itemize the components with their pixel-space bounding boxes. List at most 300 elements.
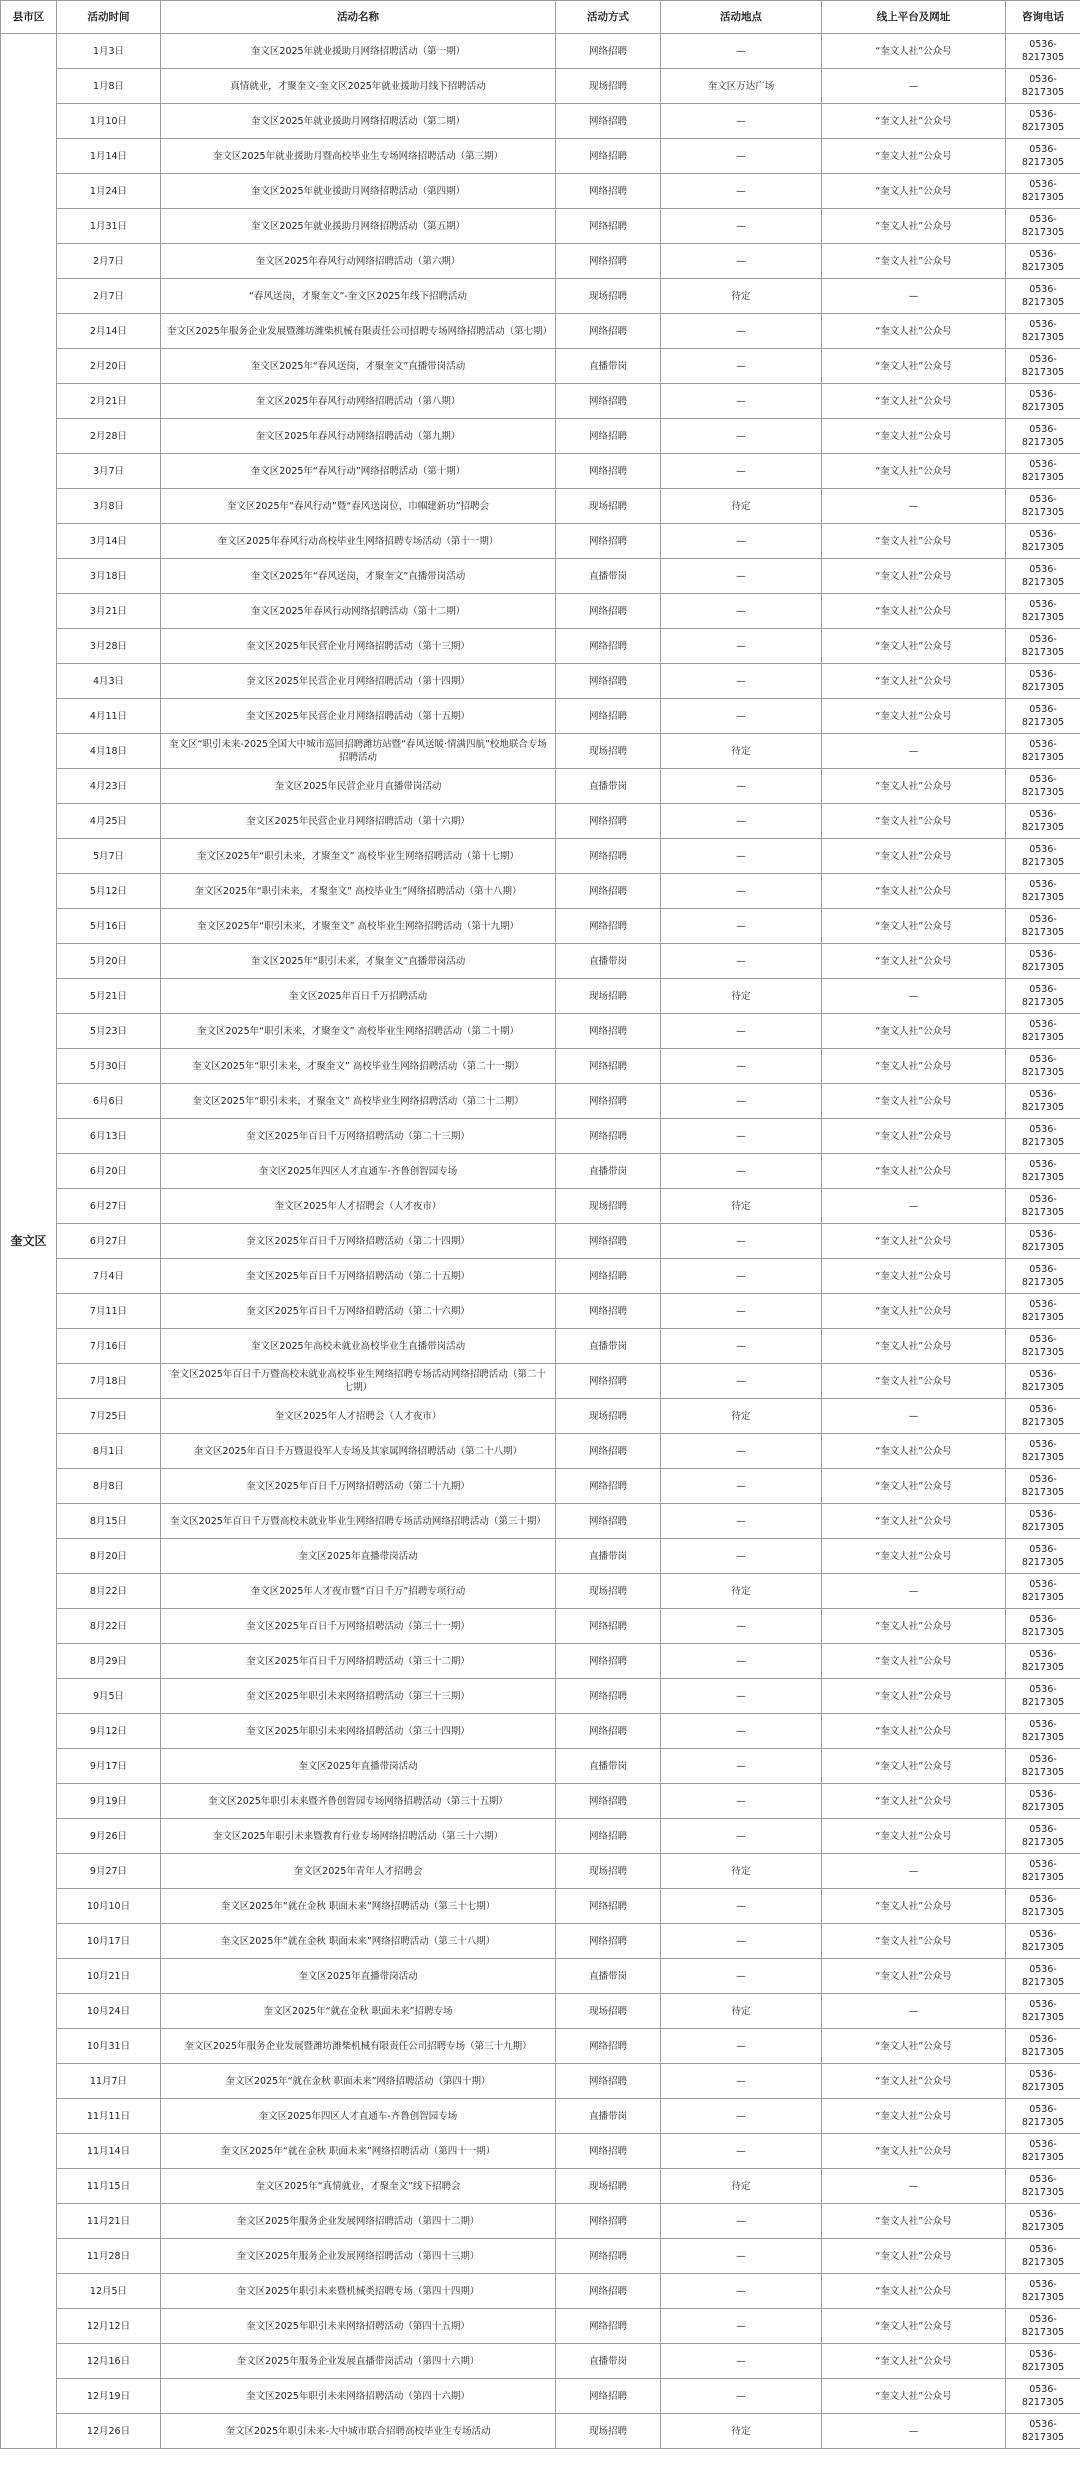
cell-method: 网络招聘 [556, 804, 661, 839]
cell-date: 6月27日 [57, 1224, 161, 1259]
header-online-platform: 线上平台及网址 [822, 1, 1006, 34]
cell-date: 8月22日 [57, 1609, 161, 1644]
cell-location: — [661, 384, 822, 419]
cell-phone: 0536-8217305 [1006, 2414, 1080, 2449]
cell-activity-name: 奎文区2025年“就在金秋 职面未来”网络招聘活动（第四十一期） [161, 2134, 556, 2169]
cell-method: 网络招聘 [556, 1469, 661, 1504]
cell-method: 网络招聘 [556, 384, 661, 419]
cell-date: 4月18日 [57, 734, 161, 769]
cell-online-platform: “奎文人社”公众号 [822, 1119, 1006, 1154]
cell-location: 待定 [661, 489, 822, 524]
cell-online-platform: “奎文人社”公众号 [822, 1014, 1006, 1049]
cell-phone: 0536-8217305 [1006, 1434, 1080, 1469]
cell-phone: 0536-8217305 [1006, 1994, 1080, 2029]
cell-activity-name: 奎文区“职引未来-2025全国大中城市巡回招聘潍坊站暨“春风送暖·情满四航”校地联合专场招聘活动 [161, 734, 556, 769]
cell-activity-name: 奎文区2025年春风行动网络招聘活动（第九期） [161, 419, 556, 454]
cell-method: 网络招聘 [556, 699, 661, 734]
cell-phone: 0536-8217305 [1006, 1784, 1080, 1819]
cell-method: 网络招聘 [556, 664, 661, 699]
cell-online-platform: “奎文人社”公众号 [822, 664, 1006, 699]
cell-online-platform: “奎文人社”公众号 [822, 1679, 1006, 1714]
cell-online-platform: — [822, 1854, 1006, 1889]
table-row [1, 909, 1080, 944]
cell-location: 待定 [661, 1189, 822, 1224]
cell-activity-name: 真情就业，才聚奎文-奎文区2025年就业援助月线下招聘活动 [161, 69, 556, 104]
cell-method: 现场招聘 [556, 734, 661, 769]
cell-activity-name: 奎文区2025年就业援助月暨高校毕业生专场网络招聘活动（第三期） [161, 139, 556, 174]
table-row [1, 1084, 1080, 1119]
table-row [1, 734, 1080, 769]
cell-activity-name: 奎文区2025年百日千万招聘活动 [161, 979, 556, 1014]
cell-date: 10月17日 [57, 1924, 161, 1959]
cell-date: 2月7日 [57, 244, 161, 279]
cell-location: 待定 [661, 1574, 822, 1609]
cell-location: — [661, 1364, 822, 1399]
cell-method: 直播带岗 [556, 1959, 661, 1994]
table-row [1, 1224, 1080, 1259]
cell-online-platform: — [822, 2414, 1006, 2449]
cell-phone: 0536-8217305 [1006, 559, 1080, 594]
cell-activity-name: 奎文区2025年“职引未来，才聚奎文”直播带岗活动 [161, 944, 556, 979]
cell-location: — [661, 1119, 822, 1154]
table-row [1, 1749, 1080, 1784]
cell-activity-name: 奎文区2025年春风行动网络招聘活动（第六期） [161, 244, 556, 279]
cell-location: 待定 [661, 1399, 822, 1434]
cell-online-platform: “奎文人社”公众号 [822, 2134, 1006, 2169]
cell-activity-name: 奎文区2025年职引未来网络招聘活动（第四十五期） [161, 2309, 556, 2344]
cell-phone: 0536-8217305 [1006, 2379, 1080, 2414]
cell-phone: 0536-8217305 [1006, 2099, 1080, 2134]
cell-date: 7月11日 [57, 1294, 161, 1329]
cell-location: — [661, 944, 822, 979]
cell-activity-name: 奎文区2025年民营企业月直播带岗活动 [161, 769, 556, 804]
cell-online-platform: “奎文人社”公众号 [822, 1539, 1006, 1574]
cell-date: 9月27日 [57, 1854, 161, 1889]
cell-activity-name: 奎文区2025年就业援助月网络招聘活动（第一期） [161, 34, 556, 69]
cell-activity-name: 奎文区2025年人才招聘会（人才夜市） [161, 1399, 556, 1434]
cell-activity-name: 奎文区2025年直播带岗活动 [161, 1749, 556, 1784]
cell-activity-name: 奎文区2025年就业援助月网络招聘活动（第五期） [161, 209, 556, 244]
cell-date: 7月4日 [57, 1259, 161, 1294]
cell-date: 11月14日 [57, 2134, 161, 2169]
table-row [1, 1154, 1080, 1189]
table-row [1, 174, 1080, 209]
cell-date: 11月7日 [57, 2064, 161, 2099]
cell-location: — [661, 2274, 822, 2309]
header-county: 县市区 [1, 1, 57, 34]
cell-location: — [661, 174, 822, 209]
table-row [1, 2169, 1080, 2204]
cell-activity-name: 奎文区2025年百日千万网络招聘活动（第二十四期） [161, 1224, 556, 1259]
cell-location: — [661, 1259, 822, 1294]
table-row [1, 1329, 1080, 1364]
table-row [1, 594, 1080, 629]
cell-phone: 0536-8217305 [1006, 1189, 1080, 1224]
header-method: 活动方式 [556, 1, 661, 34]
cell-method: 网络招聘 [556, 1364, 661, 1399]
cell-phone: 0536-8217305 [1006, 664, 1080, 699]
cell-location: — [661, 1609, 822, 1644]
cell-location: — [661, 1084, 822, 1119]
cell-location: 待定 [661, 2169, 822, 2204]
cell-activity-name: 奎文区2025年百日千万网络招聘活动（第二十六期） [161, 1294, 556, 1329]
cell-phone: 0536-8217305 [1006, 2344, 1080, 2379]
cell-location: 待定 [661, 2414, 822, 2449]
cell-activity-name: 奎文区2025年百日千万网络招聘活动（第三十一期） [161, 1609, 556, 1644]
table-row [1, 1854, 1080, 1889]
cell-method: 网络招聘 [556, 2204, 661, 2239]
cell-activity-name: 奎文区2025年服务企业发展网络招聘活动（第四十二期） [161, 2204, 556, 2239]
cell-activity-name: 奎文区2025年人才夜市暨“百日千万”招聘专项行动 [161, 1574, 556, 1609]
cell-activity-name: 奎文区2025年服务企业发展网络招聘活动（第四十三期） [161, 2239, 556, 2274]
cell-date: 8月22日 [57, 1574, 161, 1609]
cell-online-platform: — [822, 279, 1006, 314]
cell-method: 网络招聘 [556, 244, 661, 279]
cell-method: 直播带岗 [556, 559, 661, 594]
cell-location: — [661, 2204, 822, 2239]
table-row [1, 1714, 1080, 1749]
table-row [1, 2344, 1080, 2379]
cell-method: 网络招聘 [556, 2134, 661, 2169]
cell-online-platform: “奎文人社”公众号 [822, 1049, 1006, 1084]
cell-method: 网络招聘 [556, 1259, 661, 1294]
cell-method: 网络招聘 [556, 1714, 661, 1749]
cell-phone: 0536-8217305 [1006, 1854, 1080, 1889]
cell-location: — [661, 874, 822, 909]
cell-activity-name: 奎文区2025年职引未来-大中城市联合招聘高校毕业生专场活动 [161, 2414, 556, 2449]
cell-method: 网络招聘 [556, 1889, 661, 1924]
cell-location: — [661, 2064, 822, 2099]
cell-location: — [661, 1014, 822, 1049]
cell-location: — [661, 1959, 822, 1994]
cell-method: 网络招聘 [556, 139, 661, 174]
cell-activity-name: 奎文区2025年直播带岗活动 [161, 1959, 556, 1994]
cell-online-platform: “奎文人社”公众号 [822, 1924, 1006, 1959]
cell-activity-name: 奎文区2025年百日千万网络招聘活动（第二十九期） [161, 1469, 556, 1504]
cell-online-platform: — [822, 2169, 1006, 2204]
cell-online-platform: — [822, 1189, 1006, 1224]
table-row [1, 1504, 1080, 1539]
cell-online-platform: — [822, 1994, 1006, 2029]
cell-online-platform: “奎文人社”公众号 [822, 2029, 1006, 2064]
cell-activity-name: 奎文区2025年“真情就业，才聚奎文”线下招聘会 [161, 2169, 556, 2204]
cell-date: 1月3日 [57, 34, 161, 69]
cell-activity-name: 奎文区2025年“职引未来，才聚奎文” 高校毕业生网络招聘活动（第十九期） [161, 909, 556, 944]
cell-activity-name: 奎文区2025年直播带岗活动 [161, 1539, 556, 1574]
cell-method: 现场招聘 [556, 279, 661, 314]
cell-phone: 0536-8217305 [1006, 594, 1080, 629]
cell-activity-name: 奎文区2025年职引未来暨教育行业专场网络招聘活动（第三十六期） [161, 1819, 556, 1854]
cell-location: — [661, 2344, 822, 2379]
cell-phone: 0536-8217305 [1006, 1539, 1080, 1574]
cell-location: — [661, 1644, 822, 1679]
cell-online-platform: “奎文人社”公众号 [822, 174, 1006, 209]
cell-online-platform: — [822, 69, 1006, 104]
cell-date: 11月28日 [57, 2239, 161, 2274]
cell-location: 待定 [661, 279, 822, 314]
cell-date: 12月5日 [57, 2274, 161, 2309]
cell-phone: 0536-8217305 [1006, 1574, 1080, 1609]
cell-date: 11月21日 [57, 2204, 161, 2239]
cell-activity-name: 奎文区2025年“春风行动”网络招聘活动（第十期） [161, 454, 556, 489]
cell-method: 直播带岗 [556, 2344, 661, 2379]
cell-date: 4月23日 [57, 769, 161, 804]
cell-location: 待定 [661, 1854, 822, 1889]
cell-activity-name: 奎文区2025年百日千万网络招聘活动（第二十三期） [161, 1119, 556, 1154]
table-row [1, 419, 1080, 454]
cell-phone: 0536-8217305 [1006, 1294, 1080, 1329]
cell-online-platform: “奎文人社”公众号 [822, 874, 1006, 909]
cell-activity-name: 奎文区2025年职引未来网络招聘活动（第四十六期） [161, 2379, 556, 2414]
cell-online-platform: “奎文人社”公众号 [822, 139, 1006, 174]
cell-date: 5月20日 [57, 944, 161, 979]
cell-method: 直播带岗 [556, 1749, 661, 1784]
cell-location: — [661, 1224, 822, 1259]
cell-activity-name: 奎文区2025年“春风行动”暨“春风送岗位，巾帼建新功”招聘会 [161, 489, 556, 524]
cell-location: — [661, 1049, 822, 1084]
cell-activity-name: 奎文区2025年职引未来暨齐鲁创智园专场网络招聘活动（第三十五期） [161, 1784, 556, 1819]
cell-location: — [661, 209, 822, 244]
cell-location: — [661, 524, 822, 559]
cell-location: — [661, 1889, 822, 1924]
cell-date: 2月7日 [57, 279, 161, 314]
cell-online-platform: “奎文人社”公众号 [822, 1084, 1006, 1119]
cell-phone: 0536-8217305 [1006, 1644, 1080, 1679]
cell-phone: 0536-8217305 [1006, 2204, 1080, 2239]
cell-method: 现场招聘 [556, 69, 661, 104]
cell-activity-name: 奎文区2025年职引未来暨机械类招聘专场（第四十四期） [161, 2274, 556, 2309]
cell-phone: 0536-8217305 [1006, 1714, 1080, 1749]
cell-location: — [661, 244, 822, 279]
cell-date: 12月16日 [57, 2344, 161, 2379]
cell-date: 1月31日 [57, 209, 161, 244]
table-row [1, 629, 1080, 664]
cell-date: 6月6日 [57, 1084, 161, 1119]
table-row [1, 1959, 1080, 1994]
cell-online-platform: “奎文人社”公众号 [822, 104, 1006, 139]
cell-online-platform: “奎文人社”公众号 [822, 1609, 1006, 1644]
cell-phone: 0536-8217305 [1006, 699, 1080, 734]
cell-location: — [661, 1784, 822, 1819]
cell-online-platform: “奎文人社”公众号 [822, 2344, 1006, 2379]
table-row [1, 1469, 1080, 1504]
cell-activity-name: 奎文区2025年民营企业月网络招聘活动（第十三期） [161, 629, 556, 664]
cell-date: 5月16日 [57, 909, 161, 944]
cell-phone: 0536-8217305 [1006, 384, 1080, 419]
cell-online-platform: “奎文人社”公众号 [822, 944, 1006, 979]
cell-phone: 0536-8217305 [1006, 2134, 1080, 2169]
cell-activity-name: “春风送岗，才聚奎文”-奎文区2025年线下招聘活动 [161, 279, 556, 314]
cell-method: 网络招聘 [556, 454, 661, 489]
cell-method: 网络招聘 [556, 1434, 661, 1469]
cell-method: 网络招聘 [556, 1819, 661, 1854]
cell-date: 11月11日 [57, 2099, 161, 2134]
cell-online-platform: “奎文人社”公众号 [822, 1259, 1006, 1294]
table-row [1, 874, 1080, 909]
cell-activity-name: 奎文区2025年“职引未来，才聚奎文” 高校毕业生”网络招聘活动（第十八期） [161, 874, 556, 909]
table-row [1, 664, 1080, 699]
cell-location: — [661, 1924, 822, 1959]
cell-phone: 0536-8217305 [1006, 524, 1080, 559]
cell-online-platform: “奎文人社”公众号 [822, 804, 1006, 839]
cell-method: 直播带岗 [556, 2099, 661, 2134]
cell-method: 网络招聘 [556, 419, 661, 454]
cell-activity-name: 奎文区2025年服务企业发展直播带岗活动（第四十六期） [161, 2344, 556, 2379]
table-row [1, 34, 1080, 69]
cell-location: — [661, 2379, 822, 2414]
cell-phone: 0536-8217305 [1006, 349, 1080, 384]
table-row [1, 1644, 1080, 1679]
table-row [1, 384, 1080, 419]
cell-location: — [661, 104, 822, 139]
table-row [1, 2204, 1080, 2239]
cell-method: 直播带岗 [556, 349, 661, 384]
table-row [1, 1189, 1080, 1224]
cell-online-platform: “奎文人社”公众号 [822, 2064, 1006, 2099]
cell-location: — [661, 1714, 822, 1749]
cell-location: — [661, 1749, 822, 1784]
cell-online-platform: “奎文人社”公众号 [822, 559, 1006, 594]
cell-date: 10月21日 [57, 1959, 161, 1994]
cell-method: 直播带岗 [556, 1154, 661, 1189]
cell-phone: 0536-8217305 [1006, 2169, 1080, 2204]
cell-online-platform: “奎文人社”公众号 [822, 209, 1006, 244]
cell-location: — [661, 1679, 822, 1714]
cell-activity-name: 奎文区2025年百日千万暨高校未就业毕业生网络招聘专场活动网络招聘活动（第三十期） [161, 1504, 556, 1539]
table-row [1, 2029, 1080, 2064]
cell-phone: 0536-8217305 [1006, 34, 1080, 69]
cell-online-platform: — [822, 1574, 1006, 1609]
cell-method: 网络招聘 [556, 1784, 661, 1819]
cell-activity-name: 奎文区2025年高校未就业高校毕业生直播带岗活动 [161, 1329, 556, 1364]
cell-date: 3月14日 [57, 524, 161, 559]
table-row [1, 104, 1080, 139]
table-row [1, 944, 1080, 979]
cell-online-platform: “奎文人社”公众号 [822, 1504, 1006, 1539]
cell-phone: 0536-8217305 [1006, 1469, 1080, 1504]
cell-method: 网络招聘 [556, 874, 661, 909]
cell-location: 待定 [661, 734, 822, 769]
table-row [1, 2134, 1080, 2169]
cell-method: 现场招聘 [556, 979, 661, 1014]
cell-date: 7月25日 [57, 1399, 161, 1434]
cell-online-platform: “奎文人社”公众号 [822, 1749, 1006, 1784]
cell-phone: 0536-8217305 [1006, 1819, 1080, 1854]
cell-method: 网络招聘 [556, 629, 661, 664]
cell-activity-name: 奎文区2025年“春风送岗，才聚奎文”直播带岗活动 [161, 559, 556, 594]
table-row [1, 769, 1080, 804]
cell-activity-name: 奎文区2025年百日千万暨退役军人专场及其家属网络招聘活动（第二十八期） [161, 1434, 556, 1469]
cell-online-platform: “奎文人社”公众号 [822, 2099, 1006, 2134]
cell-activity-name: 奎文区2025年“就在金秋 职面未来”网络招聘活动（第三十七期） [161, 1889, 556, 1924]
cell-phone: 0536-8217305 [1006, 1119, 1080, 1154]
cell-location: — [661, 1154, 822, 1189]
cell-date: 3月18日 [57, 559, 161, 594]
cell-phone: 0536-8217305 [1006, 629, 1080, 664]
cell-online-platform: “奎文人社”公众号 [822, 1294, 1006, 1329]
cell-county: 奎文区 [1, 34, 57, 2449]
cell-method: 网络招聘 [556, 839, 661, 874]
table-row [1, 1679, 1080, 1714]
cell-activity-name: 奎文区2025年职引未来网络招聘活动（第三十三期） [161, 1679, 556, 1714]
cell-location: — [661, 2309, 822, 2344]
cell-date: 2月20日 [57, 349, 161, 384]
cell-activity-name: 奎文区2025年“就在金秋 职面未来”招聘专场 [161, 1994, 556, 2029]
cell-location: — [661, 909, 822, 944]
cell-phone: 0536-8217305 [1006, 1504, 1080, 1539]
cell-phone: 0536-8217305 [1006, 419, 1080, 454]
cell-activity-name: 奎文区2025年“职引未来，才聚奎文” 高校毕业生网络招聘活动（第二十一期） [161, 1049, 556, 1084]
cell-location: 奎文区万达广场 [661, 69, 822, 104]
cell-date: 3月7日 [57, 454, 161, 489]
cell-activity-name: 奎文区2025年“就在金秋 职面未来”网络招聘活动（第三十八期） [161, 1924, 556, 1959]
cell-location: — [661, 629, 822, 664]
cell-online-platform: “奎文人社”公众号 [822, 1889, 1006, 1924]
cell-phone: 0536-8217305 [1006, 1154, 1080, 1189]
cell-phone: 0536-8217305 [1006, 1399, 1080, 1434]
cell-phone: 0536-8217305 [1006, 2239, 1080, 2274]
cell-method: 现场招聘 [556, 2414, 661, 2449]
cell-date: 9月5日 [57, 1679, 161, 1714]
table-row [1, 489, 1080, 524]
cell-online-platform: “奎文人社”公众号 [822, 1154, 1006, 1189]
cell-phone: 0536-8217305 [1006, 314, 1080, 349]
cell-activity-name: 奎文区2025年青年人才招聘会 [161, 1854, 556, 1889]
header-activity-name: 活动名称 [161, 1, 556, 34]
cell-method: 网络招聘 [556, 1924, 661, 1959]
cell-online-platform: “奎文人社”公众号 [822, 1714, 1006, 1749]
table-row [1, 454, 1080, 489]
cell-date: 4月11日 [57, 699, 161, 734]
cell-date: 6月27日 [57, 1189, 161, 1224]
cell-online-platform: “奎文人社”公众号 [822, 384, 1006, 419]
cell-phone: 0536-8217305 [1006, 1609, 1080, 1644]
cell-online-platform: “奎文人社”公众号 [822, 349, 1006, 384]
cell-activity-name: 奎文区2025年四区人才直通车-齐鲁创智园专场 [161, 2099, 556, 2134]
cell-online-platform: “奎文人社”公众号 [822, 629, 1006, 664]
cell-date: 9月19日 [57, 1784, 161, 1819]
cell-online-platform: “奎文人社”公众号 [822, 2274, 1006, 2309]
cell-location: — [661, 34, 822, 69]
cell-date: 5月12日 [57, 874, 161, 909]
cell-activity-name: 奎文区2025年民营企业月网络招聘活动（第十五期） [161, 699, 556, 734]
cell-online-platform: “奎文人社”公众号 [822, 594, 1006, 629]
cell-activity-name: 奎文区2025年“职引未来，才聚奎文” 高校毕业生网络招聘活动（第十七期） [161, 839, 556, 874]
cell-location: — [661, 839, 822, 874]
cell-online-platform: “奎文人社”公众号 [822, 1224, 1006, 1259]
cell-date: 5月21日 [57, 979, 161, 1014]
cell-activity-name: 奎文区2025年“职引未来，才聚奎文” 高校毕业生网络招聘活动（第二十期） [161, 1014, 556, 1049]
cell-date: 3月28日 [57, 629, 161, 664]
cell-method: 网络招聘 [556, 2274, 661, 2309]
cell-online-platform: — [822, 734, 1006, 769]
table-row [1, 2309, 1080, 2344]
cell-online-platform: — [822, 489, 1006, 524]
cell-location: — [661, 769, 822, 804]
cell-phone: 0536-8217305 [1006, 979, 1080, 1014]
cell-online-platform: — [822, 979, 1006, 1014]
cell-method: 现场招聘 [556, 1994, 661, 2029]
cell-date: 6月20日 [57, 1154, 161, 1189]
table-row [1, 1539, 1080, 1574]
cell-activity-name: 奎文区2025年民营企业月网络招聘活动（第十四期） [161, 664, 556, 699]
cell-date: 2月21日 [57, 384, 161, 419]
cell-location: — [661, 664, 822, 699]
cell-date: 11月15日 [57, 2169, 161, 2204]
header-row [1, 1, 1080, 34]
cell-online-platform: “奎文人社”公众号 [822, 419, 1006, 454]
cell-activity-name: 奎文区2025年百日千万网络招聘活动（第二十五期） [161, 1259, 556, 1294]
